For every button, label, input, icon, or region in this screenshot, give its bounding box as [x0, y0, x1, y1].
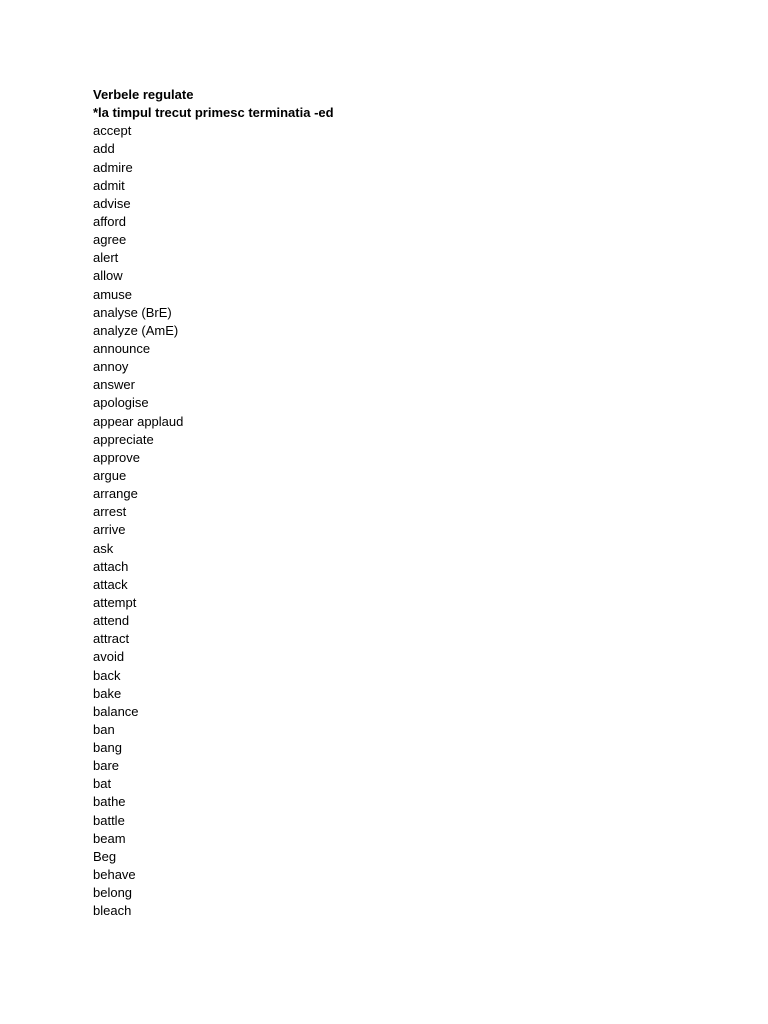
verb-list-item: arrest: [93, 504, 127, 520]
verb-list-item: approve: [93, 449, 140, 465]
verb-list-item: annoy: [93, 359, 129, 375]
verb-list-item: arrive: [93, 522, 126, 538]
verb-list-item: analyse (BrE): [93, 304, 172, 320]
verb-list-item: ban: [93, 721, 115, 737]
verb-list-item: appear applaud: [93, 413, 184, 429]
document-page: [93, 86, 693, 920]
verb-list-item: avoid: [93, 649, 125, 665]
verb-list-item: attempt: [93, 594, 137, 610]
verb-list-item: appreciate: [93, 431, 154, 447]
verb-list-item: ask: [93, 540, 114, 556]
verb-list-item: agree: [93, 232, 127, 248]
verb-list-item: bleach: [93, 903, 132, 919]
verb-list-item: announce: [93, 340, 151, 356]
verb-list-item: analyze (AmE): [93, 322, 179, 338]
verb-list-item: attend: [93, 613, 130, 629]
verb-list-item: bathe: [93, 794, 126, 810]
verb-list-item: add: [93, 141, 115, 157]
verb-list-item: allow: [93, 268, 123, 284]
verb-list-item: admit: [93, 177, 125, 193]
verb-list-item: attract: [93, 631, 130, 647]
verb-list-item: battle: [93, 812, 125, 828]
verb-list-item: Beg: [93, 848, 117, 864]
verb-list-item: admire: [93, 159, 133, 175]
verb-list-item: balance: [93, 703, 139, 719]
verb-list-item: alert: [93, 250, 119, 266]
verb-list-item: amuse: [93, 286, 133, 302]
verb-list-item: attack: [93, 576, 128, 592]
verb-list-item: attach: [93, 558, 129, 574]
verb-list-item: accept: [93, 123, 132, 139]
verb-list-item: beam: [93, 830, 126, 846]
verb-list-item: bat: [93, 776, 112, 792]
verb-list-item: bare: [93, 758, 120, 774]
verb-list-item: bang: [93, 740, 122, 756]
verb-list: [93, 122, 693, 920]
verb-list-item: advise: [93, 195, 131, 211]
document-subtitle: *la timpul trecut primesc terminatia -ed: [93, 105, 334, 121]
verb-list-item: afford: [93, 213, 127, 229]
verb-list-item: apologise: [93, 395, 149, 411]
verb-list-item: behave: [93, 867, 136, 883]
verb-list-item: back: [93, 667, 121, 683]
verb-list-item: bake: [93, 685, 122, 701]
verb-list-item: belong: [93, 885, 133, 901]
verb-list-item: answer: [93, 377, 135, 393]
verb-list-item: arrange: [93, 486, 138, 502]
document-title: Verbele regulate: [93, 87, 194, 102]
verb-list-item: argue: [93, 467, 127, 483]
